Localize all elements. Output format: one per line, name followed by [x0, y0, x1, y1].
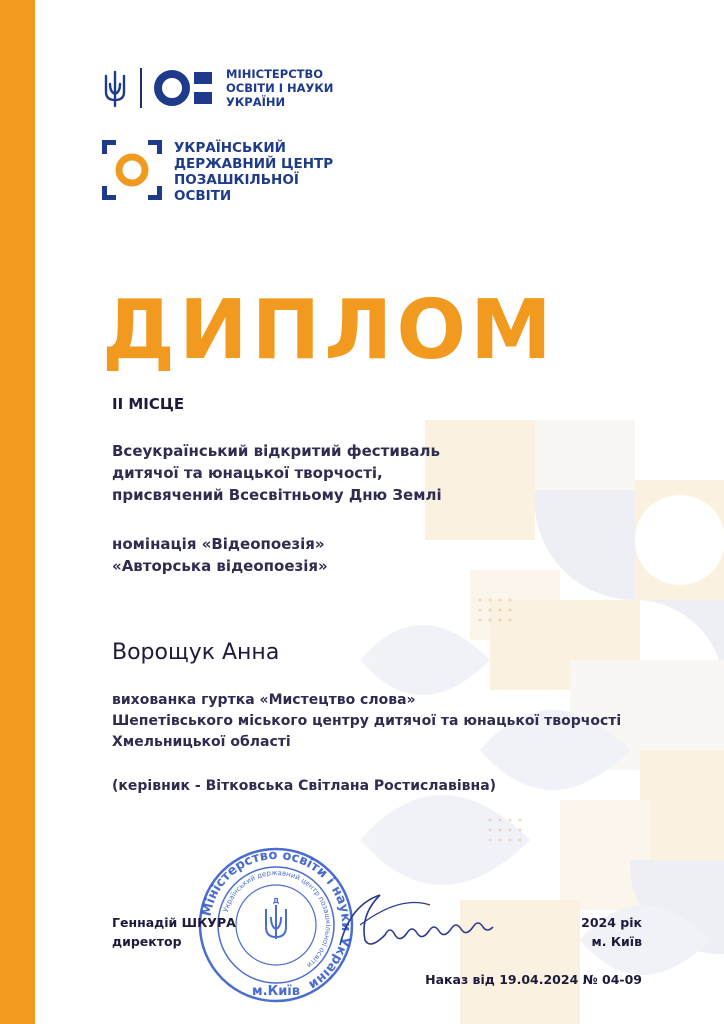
stamp-city-text: м.Київ: [252, 984, 300, 999]
issue-year: 2024 рік: [581, 915, 642, 930]
supervisor: (керівник - Вітковська Світлана Ростиславівна): [112, 778, 497, 794]
festival-line: Всеукраїнський відкритий фестиваль: [112, 442, 440, 460]
affiliation-line: вихованка гуртка «Мистецтво слова»: [112, 692, 416, 708]
year-place-block: [581, 913, 642, 951]
nomination-line: «Авторська відеопоезія»: [112, 557, 328, 575]
affiliation-line: Хмельницької області: [112, 734, 291, 750]
festival-description: [112, 440, 442, 506]
signer-name: Геннадій ШКУРА: [112, 915, 236, 930]
festival-line: дитячої та юнацької творчості,: [112, 464, 383, 482]
signer-block: [112, 913, 236, 951]
nomination-line: номінація «Відеопоезія»: [112, 535, 325, 553]
diploma-title: ДИПЛОМ: [102, 283, 556, 378]
issue-city: м. Київ: [591, 934, 642, 949]
nomination: [112, 533, 328, 577]
trident-icon: [102, 70, 128, 108]
recipient-name: Ворощук Анна: [112, 640, 280, 665]
ministry-logo: [102, 64, 402, 112]
center-mark-icon: [102, 140, 162, 200]
center-name: УКРАЇНСЬКИЙ ДЕРЖАВНИЙ ЦЕНТР ПОЗАШКІЛЬНОЇ ОСВІТИ: [174, 140, 334, 204]
logo-separator: [140, 68, 142, 108]
place-label: ІІ МІСЦЕ: [112, 395, 185, 413]
recipient-affiliation: [112, 690, 621, 753]
left-orange-stripe: [0, 0, 35, 1024]
stamp-inner-text: Український державний центр позашкільної освіти: [221, 868, 333, 970]
order-reference: Наказ від 19.04.2024 № 04-09: [425, 972, 642, 987]
affiliation-line: Шепетівського міського центру дитячої та юнацької творчості: [112, 713, 622, 729]
stamp-outer-text: Міністерство освіти і науки України: [199, 847, 354, 993]
ministry-name: МІНІСТЕРСТВО ОСВІТИ І НАУКИ УКРАЇНИ: [226, 67, 334, 109]
director-signature: [330, 885, 520, 965]
center-logo: [102, 140, 382, 204]
festival-line: присвячений Всесвітньому Дню Землі: [112, 486, 442, 504]
svg-text:Д: Д: [272, 897, 280, 905]
signer-title: директор: [112, 934, 182, 949]
ministry-mark-icon: [154, 68, 218, 108]
